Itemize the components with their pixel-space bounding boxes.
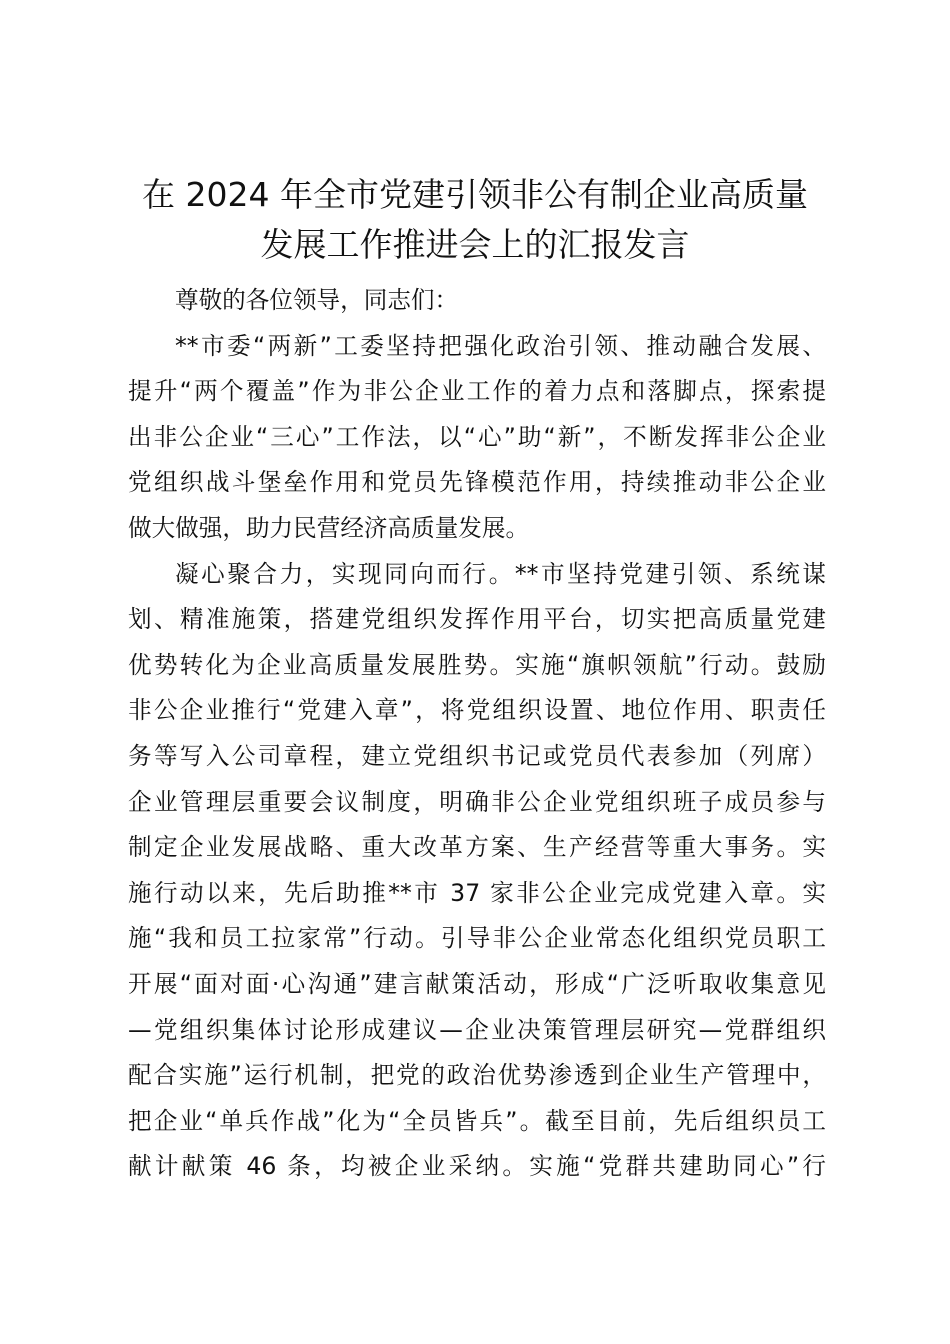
- text-line: 务等写入公司章程，建立党组织书记或党员代表参加（列席）: [128, 741, 826, 770]
- text-line: 配合实施”运行机制，把党的政治优势渗透到企业生产管理中，: [128, 1061, 826, 1090]
- text-line: 施“我和员工拉家常”行动。引导非公企业常态化组织党员职工: [128, 924, 826, 953]
- title-line: 发展工作推进会上的汇报发言: [260, 225, 690, 264]
- text-line: 施行动以来，先后助推**市 37 家非公企业完成党建入章。实: [128, 878, 826, 907]
- text-line: 献计献策 46 条，均被企业采纳。实施“党群共建助同心”行: [128, 1152, 826, 1181]
- title-line: 在 2024 年全市党建引领非公有制企业高质量: [142, 175, 808, 214]
- text-line: 党组织战斗堡垒作用和党员先锋模范作用，持续推动非公企业: [128, 468, 826, 497]
- text-line: 把企业“单兵作战”化为“全员皆兵”。截至目前，先后组织员工: [128, 1106, 826, 1135]
- salutation: 尊敬的各位领导，同志们：: [175, 286, 459, 314]
- paragraph-2: [128, 552, 826, 1190]
- text-line: 划、精准施策，搭建党组织发挥作用平台，切实把高质量党建: [128, 605, 826, 634]
- document-title: [110, 170, 840, 270]
- text-line: 做大做强，助力民营经济高质量发展。: [128, 513, 530, 542]
- paragraph-1: [128, 324, 826, 552]
- document-body: [128, 278, 826, 1190]
- text-line: 凝心聚合力，实现同向而行。**市坚持党建引领、系统谋: [175, 559, 826, 588]
- text-line: 开展“面对面·心沟通”建言献策活动，形成“广泛听取收集意见: [128, 969, 826, 998]
- text-line: 企业管理层重要会议制度，明确非公企业党组织班子成员参与: [128, 787, 826, 816]
- text-line: **市委“两新”工委坚持把强化政治引领、推动融合发展、: [175, 331, 826, 360]
- text-line: 提升“两个覆盖”作为非公企业工作的着力点和落脚点，探索提: [128, 377, 826, 406]
- text-line: 优势转化为企业高质量发展胜势。实施“旗帜领航”行动。鼓励: [128, 650, 826, 679]
- text-line: 制定企业发展战略、重大改革方案、生产经营等重大事务。实: [128, 833, 826, 862]
- text-line: 非公企业推行“党建入章”，将党组织设置、地位作用、职责任: [128, 696, 826, 725]
- text-line: 出非公企业“三心”工作法，以“心”助“新”，不断发挥非公企业: [128, 422, 826, 451]
- text-line: —党组织集体讨论形成建议—企业决策管理层研究—党群组织: [128, 1015, 826, 1044]
